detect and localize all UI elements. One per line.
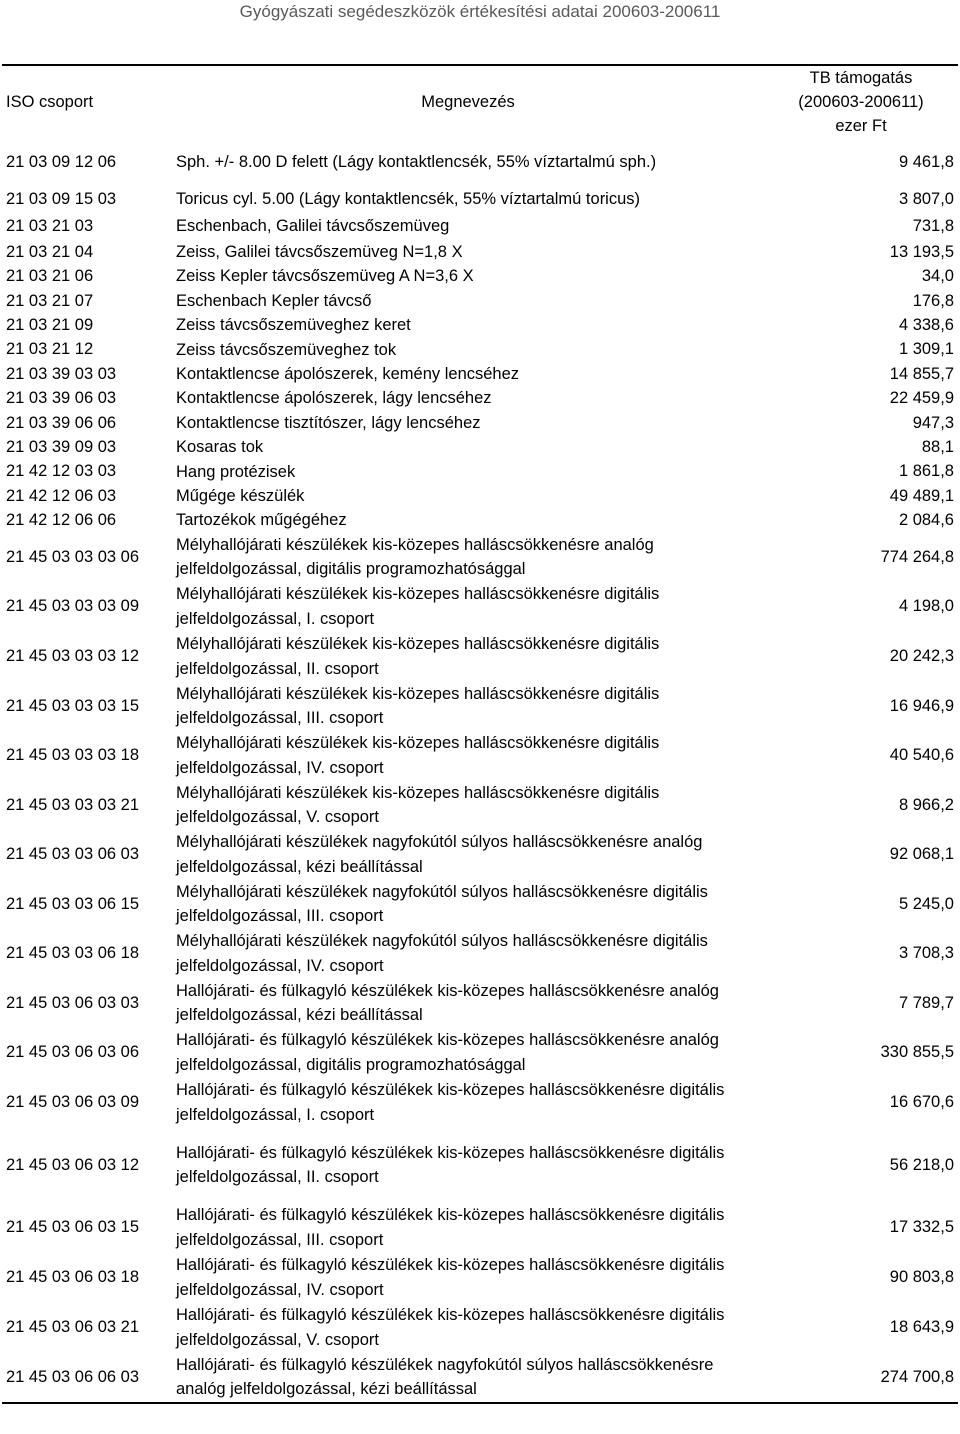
- row-name: Mélyhallójárati készülékek kis-közepes halláscsökkenésre digitális jelfeldolgozással, II. csoport: [176, 635, 660, 678]
- row-name: Hallójárati- és fülkagyló készülékek kis-közepes halláscsökkenésre digitális jelfeldolgozással, V. csoport: [176, 1306, 725, 1349]
- row-amount: 18 643,9: [889, 1318, 954, 1337]
- row-name: Eschenbach Kepler távcső: [176, 291, 372, 310]
- row-iso-code: 21 42 12 03 03: [6, 462, 117, 481]
- row-iso-code: 21 45 03 03 06 03: [6, 845, 140, 864]
- row-name: Kontaktlencse ápolószerek, lágy lencséhez: [176, 389, 492, 408]
- table-row: [2, 289, 958, 313]
- row-iso-code: 21 45 03 06 03 12: [6, 1155, 140, 1174]
- table-row: [2, 484, 958, 508]
- row-amount: 22 459,9: [889, 389, 954, 408]
- row-name: Hallójárati- és fülkagyló készülékek kis-közepes halláscsökkenésre digitális jelfeldolgozással, I. csoport: [176, 1081, 725, 1124]
- row-iso-code: 21 45 03 06 03 15: [6, 1218, 140, 1237]
- row-name: Kontaktlencse ápolószerek, kemény lencséhez: [176, 365, 520, 384]
- row-amount: 7 789,7: [898, 993, 954, 1012]
- row-name: Műgége készülék: [176, 487, 305, 506]
- row-amount: 56 218,0: [889, 1155, 954, 1174]
- row-amount: 8 966,2: [898, 795, 954, 814]
- table-header: [2, 65, 958, 138]
- row-name: Mélyhallójárati készülékek kis-közepes halláscsökkenésre digitális jelfeldolgozással, III. csoport: [176, 684, 660, 728]
- table-row: [2, 264, 958, 288]
- table-row: [2, 338, 958, 362]
- row-name: Hallójárati- és fülkagyló készülékek kis-közepes halláscsökkenésre digitális jelfeldolgozással, III. csoport: [176, 1206, 725, 1249]
- row-amount: 49 489,1: [889, 486, 954, 505]
- table-row: [2, 781, 958, 830]
- row-name: Sph. +/- 8.00 D felett (Lágy kontaktlencsék, 55% víztartalmú sph.): [176, 152, 657, 171]
- row-amount: 16 946,9: [889, 696, 954, 715]
- header-amount: [764, 65, 958, 138]
- row-amount: 20 242,3: [889, 647, 954, 666]
- row-iso-code: 21 03 09 12 06: [6, 152, 117, 171]
- row-iso-code: 21 03 39 09 03: [6, 437, 117, 456]
- page-title: Gyógyászati segédeszközök értékesítési adatai 200603-200611: [239, 2, 721, 21]
- table-row: [2, 460, 958, 484]
- row-iso-code: 21 45 03 06 03 03: [6, 993, 140, 1012]
- row-iso-code: 21 42 12 06 06: [6, 511, 117, 530]
- row-iso-code: 21 45 03 03 06 15: [6, 894, 140, 913]
- row-name: Mélyhallójárati készülékek nagyfokútól súlyos halláscsökkenésre digitális jelfeldolgozással, III. csoport: [176, 882, 708, 926]
- row-name: Hallójárati- és fülkagyló készülékek kis-közepes halláscsökkenésre digitális jelfeldolgozással, IV. csoport: [176, 1256, 725, 1299]
- row-amount: 17 332,5: [889, 1218, 954, 1237]
- row-amount: 16 670,6: [889, 1093, 954, 1112]
- row-name: Mélyhallójárati készülékek kis-közepes halláscsökkenésre digitális jelfeldolgozással, V. csoport: [176, 783, 660, 827]
- row-amount: 1 309,1: [898, 340, 954, 359]
- row-iso-code: 21 45 03 06 03 21: [6, 1318, 140, 1337]
- row-iso-code: 21 45 03 03 03 15: [6, 696, 140, 715]
- row-name: Mélyhallójárati készülékek kis-közepes halláscsökkenésre analóg jelfeldolgozással, digitális programozhatósággal: [176, 535, 654, 579]
- row-name: Eschenbach, Galilei távcsőszemüveg: [176, 217, 450, 236]
- table-row: [2, 533, 958, 582]
- table-row: [2, 411, 958, 435]
- row-name: Zeiss távcsőszemüveghez tok: [176, 340, 397, 359]
- row-name: Mélyhallójárati készülékek nagyfokútól súlyos halláscsökkenésre digitális jelfeldolgozással, IV. csoport: [176, 932, 708, 975]
- row-name: Hallójárati- és fülkagyló készülékek kis-közepes halláscsökkenésre analóg jelfeldolgozással, digitális programozhatósággal: [176, 1031, 719, 1074]
- row-iso-code: 21 42 12 06 03: [6, 486, 117, 505]
- table-row: [2, 138, 958, 186]
- row-iso-code: 21 03 21 07: [6, 291, 94, 310]
- table-row: [2, 979, 958, 1028]
- row-amount: 90 803,8: [889, 1268, 954, 1287]
- row-iso-code: 21 03 09 15 03: [6, 190, 117, 208]
- row-name: Hallójárati- és fülkagyló készülékek kis-közepes halláscsökkenésre analóg jelfeldolgozással, kézi beállítással: [176, 981, 719, 1025]
- header-amount-line: ezer Ft: [835, 117, 887, 135]
- row-iso-code: 21 45 03 06 03 06: [6, 1043, 140, 1062]
- data-table: [2, 64, 958, 1404]
- row-amount: 5 245,0: [898, 894, 954, 913]
- row-name: Zeiss távcsőszemüveghez keret: [176, 316, 411, 335]
- row-amount: 774 264,8: [880, 547, 954, 566]
- table-row: [2, 313, 958, 337]
- table-row: [2, 1353, 958, 1403]
- row-amount: 731,8: [912, 217, 954, 235]
- row-amount: 947,3: [912, 413, 954, 432]
- table-row: [2, 1078, 958, 1128]
- row-name: Hallójárati- és fülkagyló készülékek nagyfokútól súlyos halláscsökkenésre analóg jelfeldolgozással, kézi beállítással: [172, 1353, 764, 1403]
- row-iso-code: 21 45 03 03 06 18: [6, 944, 140, 963]
- row-name: Kontaktlencse tisztítószer, lágy lencséhez: [176, 413, 481, 432]
- row-amount: 4 198,0: [898, 597, 954, 616]
- row-iso-code: 21 45 03 06 03 18: [6, 1268, 140, 1287]
- row-name: Hallójárati- és fülkagyló készülékek kis-közepes halláscsökkenésre digitális jelfeldolgozással, II. csoport: [176, 1143, 725, 1187]
- row-iso-code: 21 03 21 06: [6, 267, 94, 286]
- table-row: [2, 1203, 958, 1253]
- row-iso-code: 21 03 21 12: [6, 340, 94, 359]
- table-row: [2, 240, 958, 264]
- table-row: [2, 186, 958, 213]
- table-row: [2, 386, 958, 410]
- row-amount: 1 861,8: [898, 462, 954, 481]
- table-row: [2, 731, 958, 781]
- row-iso-code: 21 45 03 03 03 09: [6, 597, 140, 616]
- table-body: [2, 138, 958, 1403]
- row-amount: 274 700,8: [764, 1353, 958, 1403]
- row-iso-code: 21 45 03 06 06 03: [2, 1353, 172, 1403]
- row-iso-code: 21 45 03 06 03 09: [6, 1093, 140, 1112]
- row-amount: 13 193,5: [889, 242, 954, 261]
- row-name: Zeiss Kepler távcsőszemüveg A N=3,6 X: [176, 267, 474, 286]
- row-iso-code: 21 45 03 03 03 18: [6, 746, 140, 765]
- table-row: [2, 435, 958, 459]
- row-amount: 330 855,5: [880, 1043, 954, 1062]
- table-row: [2, 213, 958, 240]
- row-name: Kosaras tok: [176, 438, 264, 457]
- row-amount: 88,1: [921, 437, 954, 456]
- row-name: Tartozékok műgégéhez: [176, 511, 347, 530]
- table-row: [2, 1128, 958, 1203]
- row-name: Mélyhallójárati készülékek kis-közepes halláscsökkenésre digitális jelfeldolgozással, IV. csoport: [176, 734, 660, 777]
- row-iso-code: 21 03 21 09: [6, 315, 94, 334]
- row-name: Mélyhallójárati készülékek nagyfokútól súlyos halláscsökkenésre analóg jelfeldolgozással, kézi beállítással: [176, 833, 703, 876]
- row-amount: 14 855,7: [889, 364, 954, 383]
- row-name: Toricus cyl. 5.00 (Lágy kontaktlencsék, 55% víztartalmú toricus): [176, 190, 641, 209]
- row-amount: 4 338,6: [898, 315, 954, 334]
- row-name: Zeiss, Galilei távcsőszemüveg N=1,8 X: [176, 243, 463, 261]
- table-row: [2, 880, 958, 929]
- row-amount: 9 461,8: [898, 152, 954, 171]
- row-amount: 40 540,6: [889, 746, 954, 765]
- row-amount: 34,0: [921, 267, 954, 286]
- row-amount: 2 084,6: [898, 511, 954, 530]
- header-amount-line: (200603-200611): [798, 93, 924, 111]
- row-iso-code: 21 45 03 03 03 21: [6, 795, 140, 814]
- row-name: Hang protézisek: [176, 462, 296, 481]
- table-row: [2, 1303, 958, 1353]
- row-iso-code: 21 03 21 04: [6, 242, 94, 261]
- row-iso-code: 21 03 39 03 03: [6, 364, 117, 383]
- row-amount: 92 068,1: [889, 845, 954, 864]
- row-amount: 3 708,3: [898, 944, 954, 963]
- row-iso-code: 21 45 03 03 03 06: [6, 547, 140, 566]
- row-iso-code: 21 03 39 06 03: [6, 389, 117, 408]
- row-amount: 176,8: [912, 291, 954, 310]
- table-row: [2, 929, 958, 979]
- table-row: [2, 362, 958, 386]
- table-row: [2, 582, 958, 632]
- row-amount: 3 807,0: [898, 190, 954, 208]
- header-amount-line: TB támogatás: [809, 69, 913, 87]
- row-iso-code: 21 03 21 03: [6, 217, 94, 235]
- header-name: Megnevezés: [172, 65, 764, 138]
- table-row: [2, 1028, 958, 1078]
- table-row: [2, 508, 958, 532]
- row-name: Mélyhallójárati készülékek kis-közepes halláscsökkenésre digitális jelfeldolgozással, I. csoport: [176, 585, 660, 628]
- header-iso-group: ISO csoport: [2, 65, 172, 138]
- table-row: [2, 632, 958, 682]
- table-row: [2, 830, 958, 880]
- table-row: [2, 682, 958, 731]
- table-row: [2, 1253, 958, 1303]
- row-iso-code: 21 03 39 06 06: [6, 413, 117, 432]
- row-iso-code: 21 45 03 03 03 12: [6, 647, 140, 666]
